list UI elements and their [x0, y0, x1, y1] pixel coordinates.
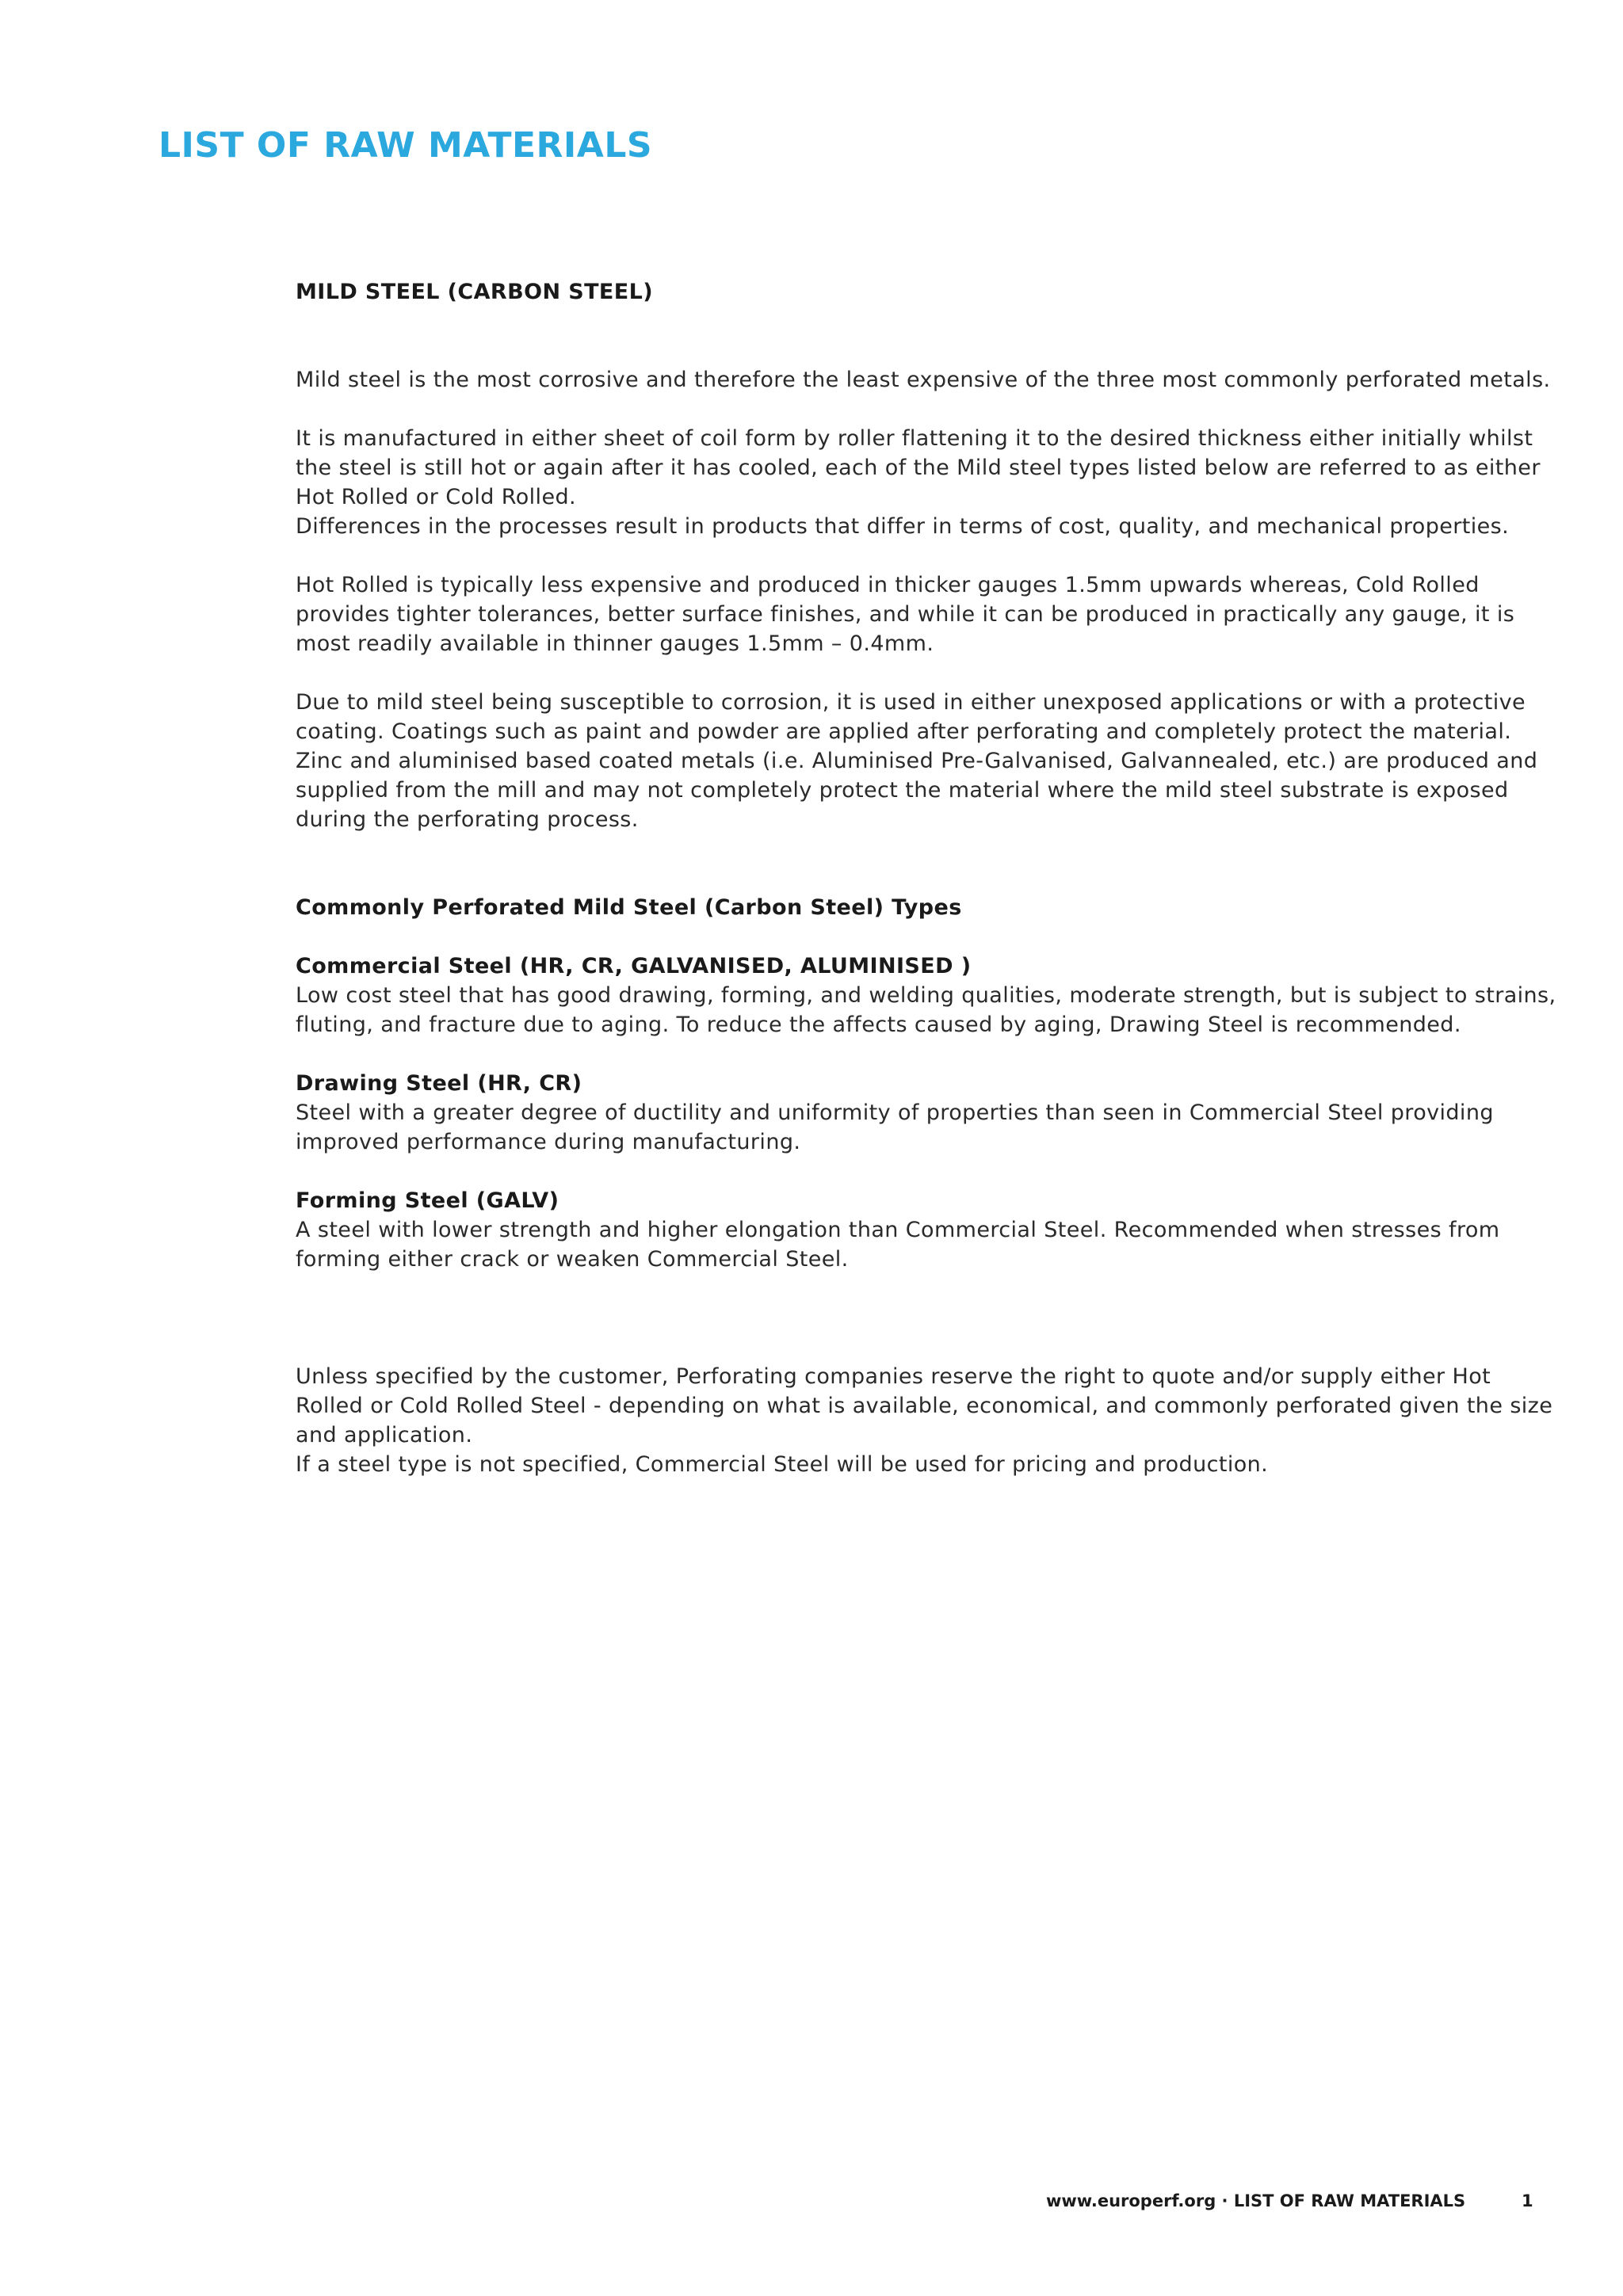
paragraph-differences: Differences in the processes result in products that differ in terms of cost, quality, and mechanical properties.	[296, 514, 1510, 539]
paragraph-corrosion: Due to mild steel being susceptible to corrosion, it is used in either unexposed applications or with a protective coating. Coatings such as paint and powder are applied after perforating and completely protect the material. Zinc and aluminised based coated metals (i.e. Aluminised Pre-Galvanised, Galvannealed, etc.) are produced and supplied from the mill and may not completely protect the material where the mild steel substrate is exposed during the perforating process.	[296, 690, 1538, 832]
paragraph-manufacturing: It is manufactured in either sheet of coil form by roller flattening it to the desired thickness either initially whilst the steel is still hot or again after it has cooled, each of the Mild steel types listed below are referred to as either Hot Rolled or Cold Rolled.	[296, 426, 1541, 509]
type-name-drawing: Drawing Steel (HR, CR)	[296, 1071, 582, 1096]
note-supply: Unless specified by the customer, Perforating companies reserve the right to quote and/or supply either Hot Rolled or Cold Rolled Steel - depending on what is available, economical, and commonly perforated given the size and application.	[296, 1364, 1553, 1447]
footer-text: www.europerf.org · LIST OF RAW MATERIALS	[1046, 2191, 1466, 2210]
type-name-forming: Forming Steel (GALV)	[296, 1188, 559, 1213]
type-description-commercial: Low cost steel that has good drawing, forming, and welding qualities, moderate strength, but is subject to strains, fluting, and fracture due to aging. To reduce the affects caused by aging, Drawing Steel is recommended.	[296, 983, 1556, 1037]
main-content	[296, 277, 1564, 1479]
type-description-drawing: Steel with a greater degree of ductility and uniformity of properties than seen in Commercial Steel providing improved performance during manufacturing.	[296, 1100, 1494, 1154]
type-description-forming: A steel with lower strength and higher elongation than Commercial Steel. Recommended when stresses from forming either crack or weaken Commercial Steel.	[296, 1218, 1500, 1272]
types-heading: Commonly Perforated Mild Steel (Carbon Steel) Types	[296, 895, 962, 920]
page-title: LIST OF RAW MATERIALS	[158, 125, 653, 166]
page-number: 1	[1522, 2191, 1533, 2210]
section-heading: MILD STEEL (CARBON STEEL)	[296, 280, 653, 304]
paragraph-intro: Mild steel is the most corrosive and therefore the least expensive of the three most commonly perforated metals.	[296, 368, 1551, 392]
note-default-type: If a steel type is not specified, Commercial Steel will be used for pricing and production.	[296, 1452, 1269, 1477]
paragraph-hot-cold: Hot Rolled is typically less expensive and produced in thicker gauges 1.5mm upwards whereas, Cold Rolled provides tighter tolerances, better surface finishes, and while it can be produced in practically any gauge, it is most readily available in thinner gauges 1.5mm – 0.4mm.	[296, 573, 1515, 656]
type-name-commercial: Commercial Steel (HR, CR, GALVANISED, ALUMINISED )	[296, 954, 972, 978]
